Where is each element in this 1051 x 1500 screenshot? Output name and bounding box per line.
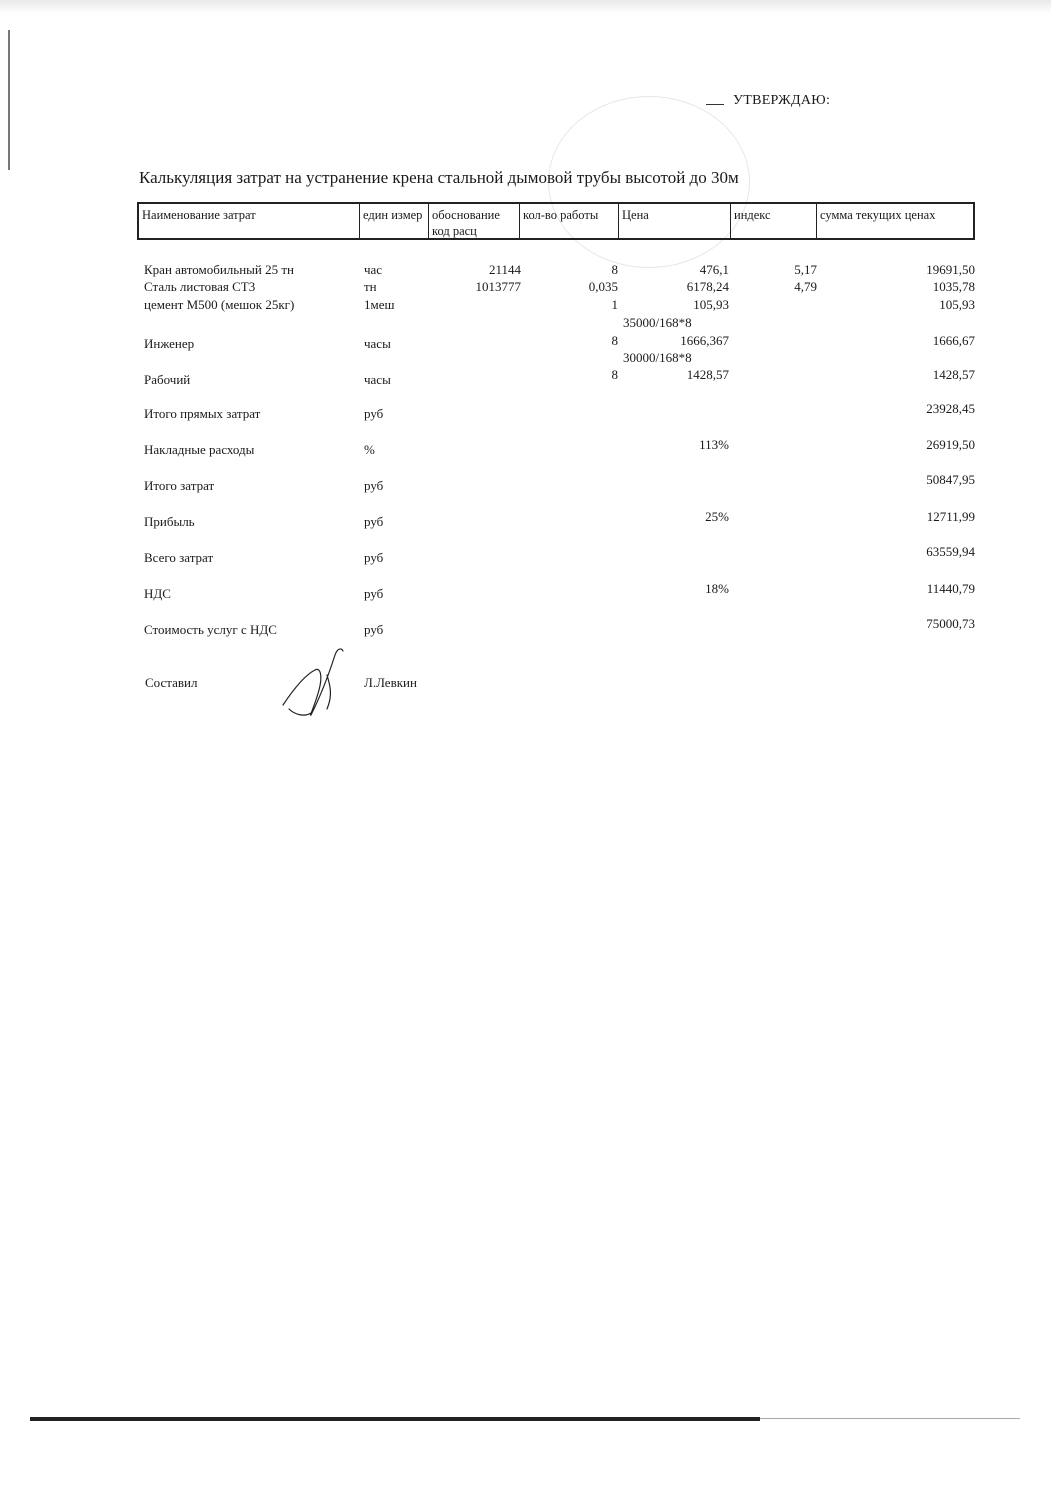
- row-name: Накладные расходы: [144, 442, 255, 457]
- row-code: 1013777: [475, 279, 521, 294]
- approve-label: УТВЕРЖДАЮ:: [733, 93, 831, 108]
- row-name: Стоимость услуг с НДС: [144, 622, 277, 637]
- row-unit: %: [364, 442, 375, 457]
- row-price: 476,1: [699, 262, 729, 277]
- col-header-price: Цена: [618, 204, 730, 238]
- col-header-name: Наименование затрат: [142, 208, 256, 222]
- row-name: Всего затрат: [144, 550, 214, 565]
- row-index: 4,79: [794, 279, 817, 294]
- scan-left-edge: [8, 30, 10, 170]
- row-sum: 23928,45: [926, 401, 975, 416]
- row-code: 21144: [488, 262, 521, 277]
- scan-bottom-edge: [30, 1417, 760, 1421]
- row-qty: 8: [611, 367, 618, 382]
- col-header-sum: сумма текущих ценах: [816, 204, 973, 238]
- row-index: 5,17: [794, 262, 817, 277]
- row-sum: 1666,67: [932, 333, 975, 348]
- row-name: Сталь листовая СТ3: [144, 279, 256, 294]
- row-unit: руб: [364, 586, 384, 601]
- scan-bottom-edge-faint: [760, 1418, 1020, 1419]
- row-sum: 11440,79: [926, 581, 975, 596]
- document-title: Калькуляция затрат на устранение крена стальной дымовой трубы высотой до 30м: [139, 168, 739, 187]
- row-price: 6178,24: [686, 279, 729, 294]
- table-header: [137, 202, 975, 240]
- row-sum: 1428,57: [932, 367, 975, 382]
- row-unit: руб: [364, 514, 384, 529]
- row-name: цемент М500 (мешок 25кг): [144, 297, 295, 312]
- col-header-unit: един измер: [359, 204, 428, 238]
- row-sum: 26919,50: [926, 437, 975, 452]
- row-price: 105,93: [693, 297, 729, 312]
- row-qty: 8: [611, 333, 618, 348]
- row-unit: 1меш: [364, 297, 395, 312]
- row-rate: 113%: [699, 437, 729, 452]
- approve-signature-line: [706, 104, 724, 105]
- row-price: 1666,367: [680, 333, 729, 348]
- row-qty: 0,035: [588, 279, 618, 294]
- row-qty: 1: [611, 297, 618, 312]
- compiled-by-name: Л.Левкин: [364, 675, 417, 690]
- scan-top-edge: [0, 0, 1051, 14]
- row-name: Итого прямых затрат: [144, 406, 261, 421]
- row-name: Итого затрат: [144, 478, 215, 493]
- row-name: Инженер: [144, 336, 195, 351]
- col-header-code: обоснование код расц: [428, 204, 519, 238]
- price-formula-note: 35000/168*8: [623, 315, 692, 330]
- row-sum: 75000,73: [926, 616, 975, 631]
- row-sum: 12711,99: [926, 509, 975, 524]
- row-unit: часы: [364, 336, 391, 351]
- row-sum: 1035,78: [932, 279, 975, 294]
- row-unit: час: [364, 262, 383, 277]
- row-unit: тн: [364, 279, 377, 294]
- signature-scribble: [275, 645, 355, 725]
- row-unit: руб: [364, 478, 384, 493]
- row-name: Рабочий: [144, 372, 191, 387]
- row-sum: 50847,95: [926, 472, 975, 487]
- row-unit: руб: [364, 550, 384, 565]
- row-name: Кран автомобильный 25 тн: [144, 262, 294, 277]
- row-sum: 63559,94: [926, 544, 975, 559]
- row-price: 1428,57: [686, 367, 729, 382]
- row-unit: руб: [364, 406, 384, 421]
- row-name: НДС: [144, 586, 171, 601]
- row-unit: руб: [364, 622, 384, 637]
- row-sum: 105,93: [939, 297, 975, 312]
- row-qty: 8: [611, 262, 618, 277]
- row-name: Прибыль: [144, 514, 195, 529]
- row-unit: часы: [364, 372, 391, 387]
- row-sum: 19691,50: [926, 262, 975, 277]
- col-header-index: индекс: [730, 204, 816, 238]
- col-header-qty: кол-во работы: [519, 204, 618, 238]
- price-formula-note: 30000/168*8: [623, 350, 692, 365]
- row-rate: 25%: [705, 509, 729, 524]
- compiled-by-label: Составил: [145, 675, 198, 690]
- row-rate: 18%: [705, 581, 729, 596]
